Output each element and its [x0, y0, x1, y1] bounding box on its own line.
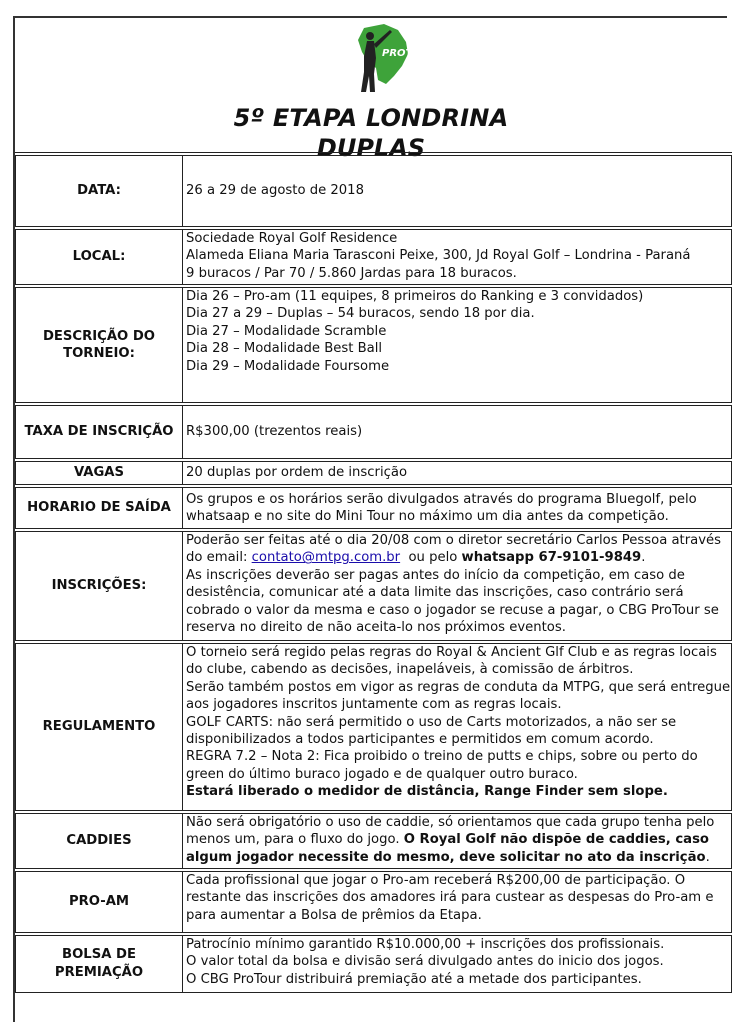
row-taxa: [16, 404, 732, 460]
label-caddies: CADDIES: [16, 812, 183, 870]
label-data: DATA:: [16, 154, 183, 228]
page-subtitle: DUPLAS: [316, 134, 426, 162]
tournament-info-table: [15, 152, 732, 993]
value-horario: Os grupos e os horários serão divulgados através do programa Bluegolf, pelo whatsaap e no site do Mini Tour no máximo um dia antes da competição.: [183, 486, 732, 530]
value-local: Sociedade Royal Golf Residence Alameda Eliana Maria Tarasconi Peixe, 300, Jd Royal Golf – Londrina - Paraná 9 buracos / Par 70 / 5.860 Jardas para 18 buracos.: [183, 228, 732, 286]
value-caddies: Não será obrigatório o uso de caddie, só orientamos que cada grupo tenha pelo menos um, para o fluxo do jogo. O Royal Golf não dispõe de caddies, caso algum jogador necessite do mesmo, deve solicitar no ato da inscrição.: [183, 812, 732, 870]
row-horario: [16, 486, 732, 530]
value-proam: Cada profissional que jogar o Pro-am receberá R$200,00 de participação. O restante das inscrições dos amadores irá para custear as despesas do Pro-am e para aumentar a Bolsa de prêmios da Etapa.: [183, 870, 732, 934]
row-inscricoes: [16, 530, 732, 642]
label-inscricoes: INSCRIÇÕES:: [16, 530, 183, 642]
value-data: 26 a 29 de agosto de 2018: [183, 154, 732, 228]
row-regulamento: [16, 642, 732, 812]
row-data: [16, 154, 732, 228]
row-bolsa: [16, 934, 732, 992]
label-proam: PRO-AM: [16, 870, 183, 934]
row-vagas: [16, 460, 732, 486]
label-horario: HORARIO DE SAÍDA: [16, 486, 183, 530]
label-taxa: TAXA DE INSCRIÇÃO: [16, 404, 183, 460]
value-inscricoes: Poderão ser feitas até o dia 20/08 com o diretor secretário Carlos Pessoa através do email: contato@mtpg.com.br ou pelo whatsapp 67-9101-9849. As inscrições deverão ser pagas antes do início da competição, em caso de desistência, comunicar até a data limite das inscrições, caso contrário será cobrado o valor da mesma e caso o jogador se recuse a pagar, o CBG ProTour se reserva no direito de não aceita-lo nos próximos eventos.: [183, 530, 732, 642]
row-local: [16, 228, 732, 286]
label-local: LOCAL:: [16, 228, 183, 286]
value-vagas: 20 duplas por ordem de inscrição: [183, 460, 732, 486]
header: [15, 18, 727, 162]
label-descricao: DESCRIÇÃO DO TORNEIO:: [16, 286, 183, 404]
value-bolsa: Patrocínio mínimo garantido R$10.000,00 + inscrições dos profissionais. O valor total da bolsa e divisão será divulgado antes do inicio dos jogos. O CBG ProTour distribuirá premiação até a metade dos participantes.: [183, 934, 732, 992]
email-link[interactable]: contato@mtpg.com.br: [251, 550, 401, 566]
row-proam: [16, 870, 732, 934]
row-caddies: [16, 812, 732, 870]
page-title: 5º ETAPA LONDRINA: [233, 104, 509, 132]
protour-logo: [350, 22, 437, 100]
row-descricao: [16, 286, 732, 404]
value-descricao: Dia 26 – Pro-am (11 equipes, 8 primeiros do Ranking e 3 convidados) Dia 27 a 29 – Duplas – 54 buracos, sendo 18 por dia. Dia 27 – Modalidade Scramble Dia 28 – Modalidade Best Ball Dia 29 – Modalidade Foursome: [183, 286, 732, 404]
label-bolsa: BOLSA DE PREMIAÇÃO: [16, 934, 183, 992]
svg-text:PROTOUR: PROTOUR: [382, 48, 437, 59]
value-regulamento: O torneio será regido pelas regras do Royal & Ancient Glf Club e as regras locais do clube, cabendo as decisões, inapeláveis, à comissão de árbitros. Serão também postos em vigor as regras de conduta da MTPG, que será entregue aos jogadores inscritos juntamente com as regras locais. GOLF CARTS: não será permitido o uso de Carts motorizados, a não ser se disponibilizados a todos participantes e permitidos em comum acordo. REGRA 7.2 – Nota 2: Fica proibido o treino de putts e chips, sobre ou perto do green do último buraco jogado e de qualquer outro buraco. Estará liberado o medidor de distância, Range Finder sem slope.: [183, 642, 732, 812]
whatsapp-contact: whatsapp 67-9101-9849: [461, 550, 642, 566]
value-taxa: R$300,00 (trezentos reais): [183, 404, 732, 460]
label-vagas: VAGAS: [16, 460, 183, 486]
label-regulamento: REGULAMENTO: [16, 642, 183, 812]
